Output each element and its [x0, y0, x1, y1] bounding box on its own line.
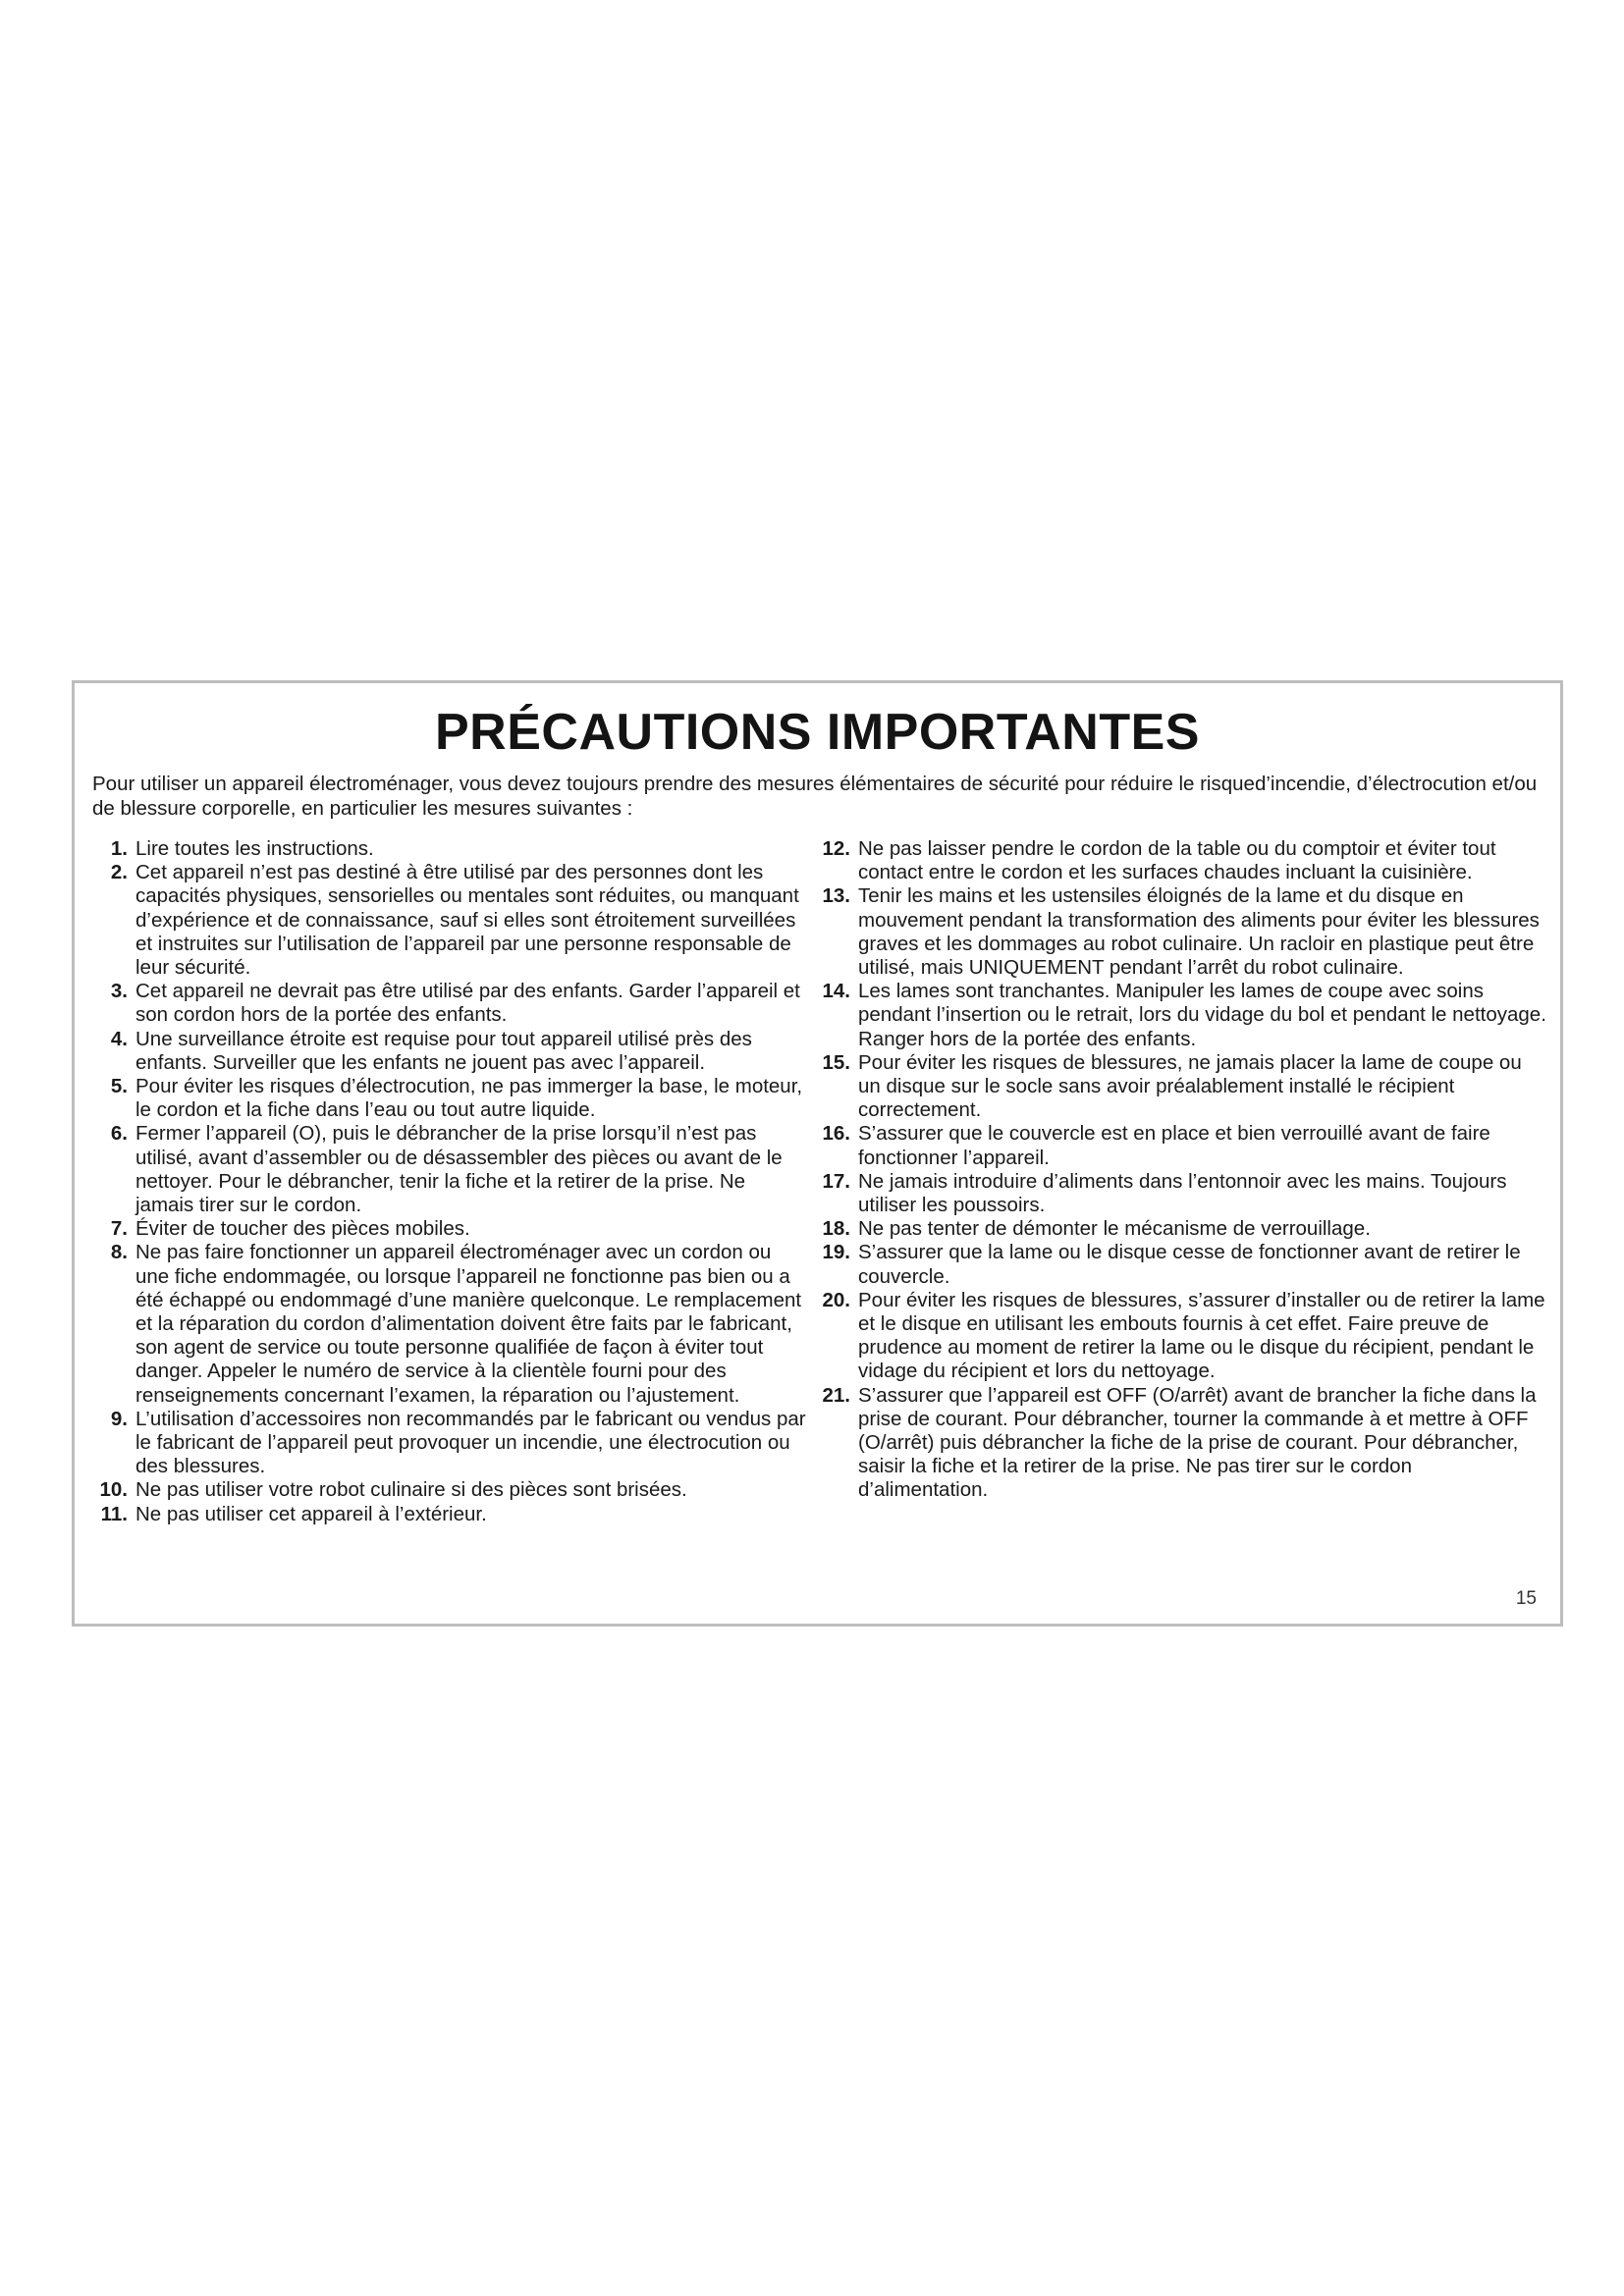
item-text: Pour éviter les risques de blessures, ne jamais placer la lame de coupe ou un disque sur le socle sans avoir préalablement installé le récipient correctement. [858, 1050, 1522, 1122]
item-number: 20. [822, 1288, 850, 1311]
list-item [92, 980, 807, 1027]
list-item [815, 1122, 1546, 1169]
list-item [815, 1217, 1546, 1241]
instructions-list-left [92, 837, 807, 1526]
item-number: 5. [110, 1075, 128, 1098]
list-item [92, 1028, 807, 1075]
item-text: Une surveillance étroite est requise pour tout appareil utilisé près des enfants. Surveiller que les enfants ne jouent pas avec l’appareil. [135, 1027, 752, 1074]
item-number: 9. [110, 1407, 128, 1430]
item-text: Pour éviter les risques d’électrocution, ne pas immerger la base, le moteur, le cordon et la fiche dans l’eau ou tout autre liquide. [135, 1075, 803, 1122]
item-text: Ne pas laisser pendre le cordon de la table ou du comptoir et éviter tout contact entre le cordon et les surfaces chaudes incluant la cuisinière. [858, 837, 1496, 884]
list-item [92, 1122, 807, 1217]
list-item [815, 1289, 1546, 1384]
list-item [92, 1478, 807, 1502]
item-text: Pour éviter les risques de blessures, s’assurer d’installer ou de retirer la lame et le disque en utilisant les embouts fournis à cet effet. Faire preuve de prudence au moment de retirer la lame ou le disque du récipient, pendant le vidage du récipient et lors du nettoyage. [858, 1288, 1545, 1383]
item-text: Ne pas utiliser votre robot culinaire si des pièces sont brisées. [135, 1478, 687, 1502]
item-number: 13. [822, 884, 850, 908]
item-text: Ne jamais introduire d’aliments dans l’entonnoir avec les mains. Toujours utiliser les poussoirs. [858, 1169, 1507, 1217]
list-item [92, 1503, 807, 1526]
list-item [92, 1075, 807, 1122]
item-number: 1. [110, 837, 128, 860]
list-item [92, 837, 807, 861]
item-number: 7. [110, 1217, 128, 1241]
item-number: 19. [822, 1241, 850, 1264]
item-text: L’utilisation d’accessoires non recommandés par le fabricant ou vendus par le fabricant de l’appareil peut provoquer un incendie, une électrocution ou des blessures. [135, 1407, 806, 1478]
item-number: 15. [822, 1050, 850, 1074]
item-text: Ne pas tenter de démonter le mécanisme de verrouillage. [858, 1217, 1371, 1241]
item-number: 3. [110, 980, 128, 1003]
item-number: 21. [822, 1383, 850, 1407]
item-number: 4. [110, 1027, 128, 1050]
item-number: 12. [822, 837, 850, 860]
item-text: Lire toutes les instructions. [135, 837, 374, 860]
list-item [815, 980, 1546, 1051]
list-item [92, 1241, 807, 1407]
item-text: Cet appareil ne devrait pas être utilisé par des enfants. Garder l’appareil et son cordon hors de la portée des enfants. [135, 980, 800, 1027]
list-item [92, 861, 807, 980]
list-item [92, 1217, 807, 1241]
item-number: 8. [110, 1241, 128, 1264]
list-item [815, 1384, 1546, 1503]
item-text: S’assurer que le couvercle est en place et bien verrouillé avant de faire fonctionner l’appareil. [858, 1122, 1490, 1169]
page-title: PRÉCAUTIONS IMPORTANTES [434, 704, 1200, 761]
item-number: 16. [822, 1122, 850, 1146]
item-text: Tenir les mains et les ustensiles éloignés de la lame et du disque en mouvement pendant la transformation des aliments pour éviter les blessures graves et les dommages au robot culinaire. Un racloir en plastique peut être utilisé, mais UNIQUEMENT pendant l’arrêt du robot culinaire. [858, 884, 1540, 980]
list-item [815, 1170, 1546, 1217]
page-number: 15 [1515, 1588, 1537, 1609]
item-number: 11. [100, 1502, 128, 1525]
item-number: 6. [110, 1122, 128, 1146]
item-text: S’assurer que la lame ou le disque cesse de fonctionner avant de retirer le couvercle. [858, 1241, 1521, 1288]
item-text: Fermer l’appareil (O), puis le débrancher de la prise lorsqu’il n’est pas utilisé, avant d’assembler ou de désassembler des pièces ou avant de le nettoyer. Pour le débrancher, tenir la fiche et la retirer de la prise. Ne jamais tirer sur le cordon. [135, 1122, 783, 1217]
item-number: 14. [822, 980, 850, 1003]
list-item [92, 1408, 807, 1479]
item-number: 2. [110, 861, 128, 884]
instructions-list-right [815, 837, 1546, 1503]
item-number: 10. [99, 1478, 128, 1502]
list-item [815, 1241, 1546, 1288]
safety-instructions-panel [72, 680, 1563, 1627]
item-text: Éviter de toucher des pièces mobiles. [135, 1217, 470, 1241]
intro-paragraph: Pour utiliser un appareil électroménager, vous devez toujours prendre des mesures élémentaires de sécurité pour réduire le risqued’incendie, d’électrocution et/ou de blessure corporelle, en particulier les mesures suivantes : [92, 773, 1538, 820]
item-text: S’assurer que l’appareil est OFF (O/arrêt) avant de brancher la fiche dans la prise de courant. Pour débrancher, tourner la commande à et mettre à OFF (O/arrêt) puis débrancher la fiche de la prise de courant. Pour débrancher, saisir la fiche et la retirer de la prise. Ne pas tirer sur le cordon d’alimentation. [858, 1383, 1537, 1502]
item-number: 17. [822, 1169, 850, 1193]
item-text: Ne pas utiliser cet appareil à l’extérieur. [135, 1502, 487, 1525]
list-item [815, 884, 1546, 980]
item-text: Cet appareil n’est pas destiné à être utilisé par des personnes dont les capacités physiques, sensorielles ou mentales sont réduites, ou manquant d’expérience et de connaissance, sauf si elles sont étroitement surveillées et instruites sur l’utilisation de l’appareil par une personne responsable de leur sécurité. [135, 861, 799, 980]
list-item [815, 837, 1546, 884]
item-text: Ne pas faire fonctionner un appareil électroménager avec un cordon ou une fiche endommagée, ou lorsque l’appareil ne fonctionne pas bien ou a été échappé ou endommagé d’une manière quelconque. Le remplacement et la réparation du cordon d’alimentation doivent être faits par le fabricant, son agent de service ou toute personne qualifiée de façon à éviter tout danger. Appeler le numéro de service à la clientèle fourni pour des renseignements concernant l’examen, la réparation ou l’ajustement. [135, 1241, 802, 1407]
item-number: 18. [822, 1217, 850, 1241]
item-text: Les lames sont tranchantes. Manipuler les lames de coupe avec soins pendant l’insertion ou le retrait, lors du vidage du bol et pendant le nettoyage. Ranger hors de la portée des enfants. [858, 980, 1546, 1050]
list-item [815, 1051, 1546, 1123]
